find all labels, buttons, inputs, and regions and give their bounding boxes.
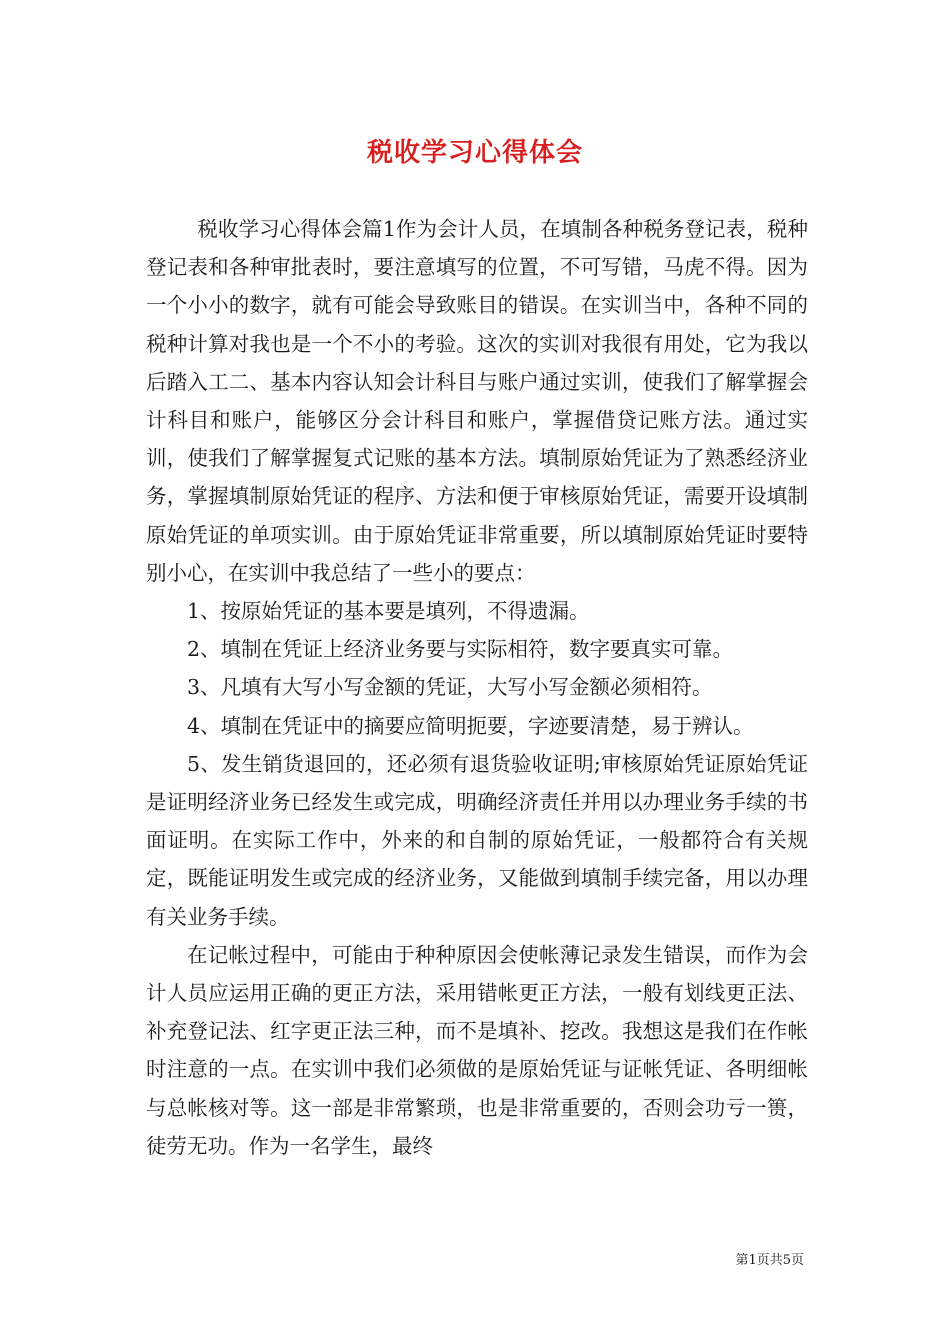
document-body [146,210,808,1165]
paragraph-point-2: 2、填制在凭证上经济业务要与实际相符，数字要真实可靠。 [187,637,734,662]
paragraph-error-correction: 在记帐过程中，可能由于种种原因会使帐薄记录发生错误，而作为会计人员应运用正确的更正方法，采用错帐更正方法，一般有划线更正法、补充登记法、红字更正法三种，而不是填补、挖改。我想这是我们在作帐时注意的一点。在实训中我们必须做的是原始凭证与证帐凭证、各明细帐与总帐核对等。这一部是非常繁琐，也是非常重要的，否则会功亏一篑，徒劳无功。作为一名学生，最终 [146,942,808,1158]
page-number-footer: 第1页共5页 [735,1253,804,1268]
document-title: 税收学习心得体会 [366,138,583,168]
paragraph-point-5: 5、发生销货退回的，还必须有退货验收证明;审核原始凭证原始凭证是证明经济业务已经发生或完成，明确经济责任并用以办理业务手续的书面证明。在实际工作中，外来的和自制的原始凭证，一般都符合有关规定，既能证明发生或完成的经济业务，又能做到填制手续完备，用以办理有关业务手续。 [146,751,808,929]
paragraph-point-3: 3、凡填有大写小写金额的凭证，大写小写金额必须相符。 [187,675,713,700]
paragraph-intro: 税收学习心得体会篇1作为会计人员，在填制各种税务登记表，税种登记表和各种审批表时，要注意填写的位置，不可写错，马虎不得。因为一个小小的数字，就有可能会导致账目的错误。在实训当中，各种不同的税种计算对我也是一个不小的考验。这次的实训对我很有用处，它为我以后踏入工二、基本内容认知会计科目与账户通过实训，使我们了解掌握会计科目和账户，能够区分会计科目和账户，掌握借贷记账方法。通过实训，使我们了解掌握复式记账的基本方法。填制原始凭证为了熟悉经济业务，掌握填制原始凭证的程序、方法和便于审核原始凭证，需要开设填制原始凭证的单项实训。由于原始凭证非常重要，所以填制原始凭证时要特别小心，在实训中我总结了一些小的要点： [146,217,808,585]
paragraph-point-1: 1、按原始凭证的基本要是填列，不得遗漏。 [187,599,590,624]
paragraph-point-4: 4、填制在凭证中的摘要应简明扼要，字迹要清楚，易于辨认。 [187,713,754,738]
